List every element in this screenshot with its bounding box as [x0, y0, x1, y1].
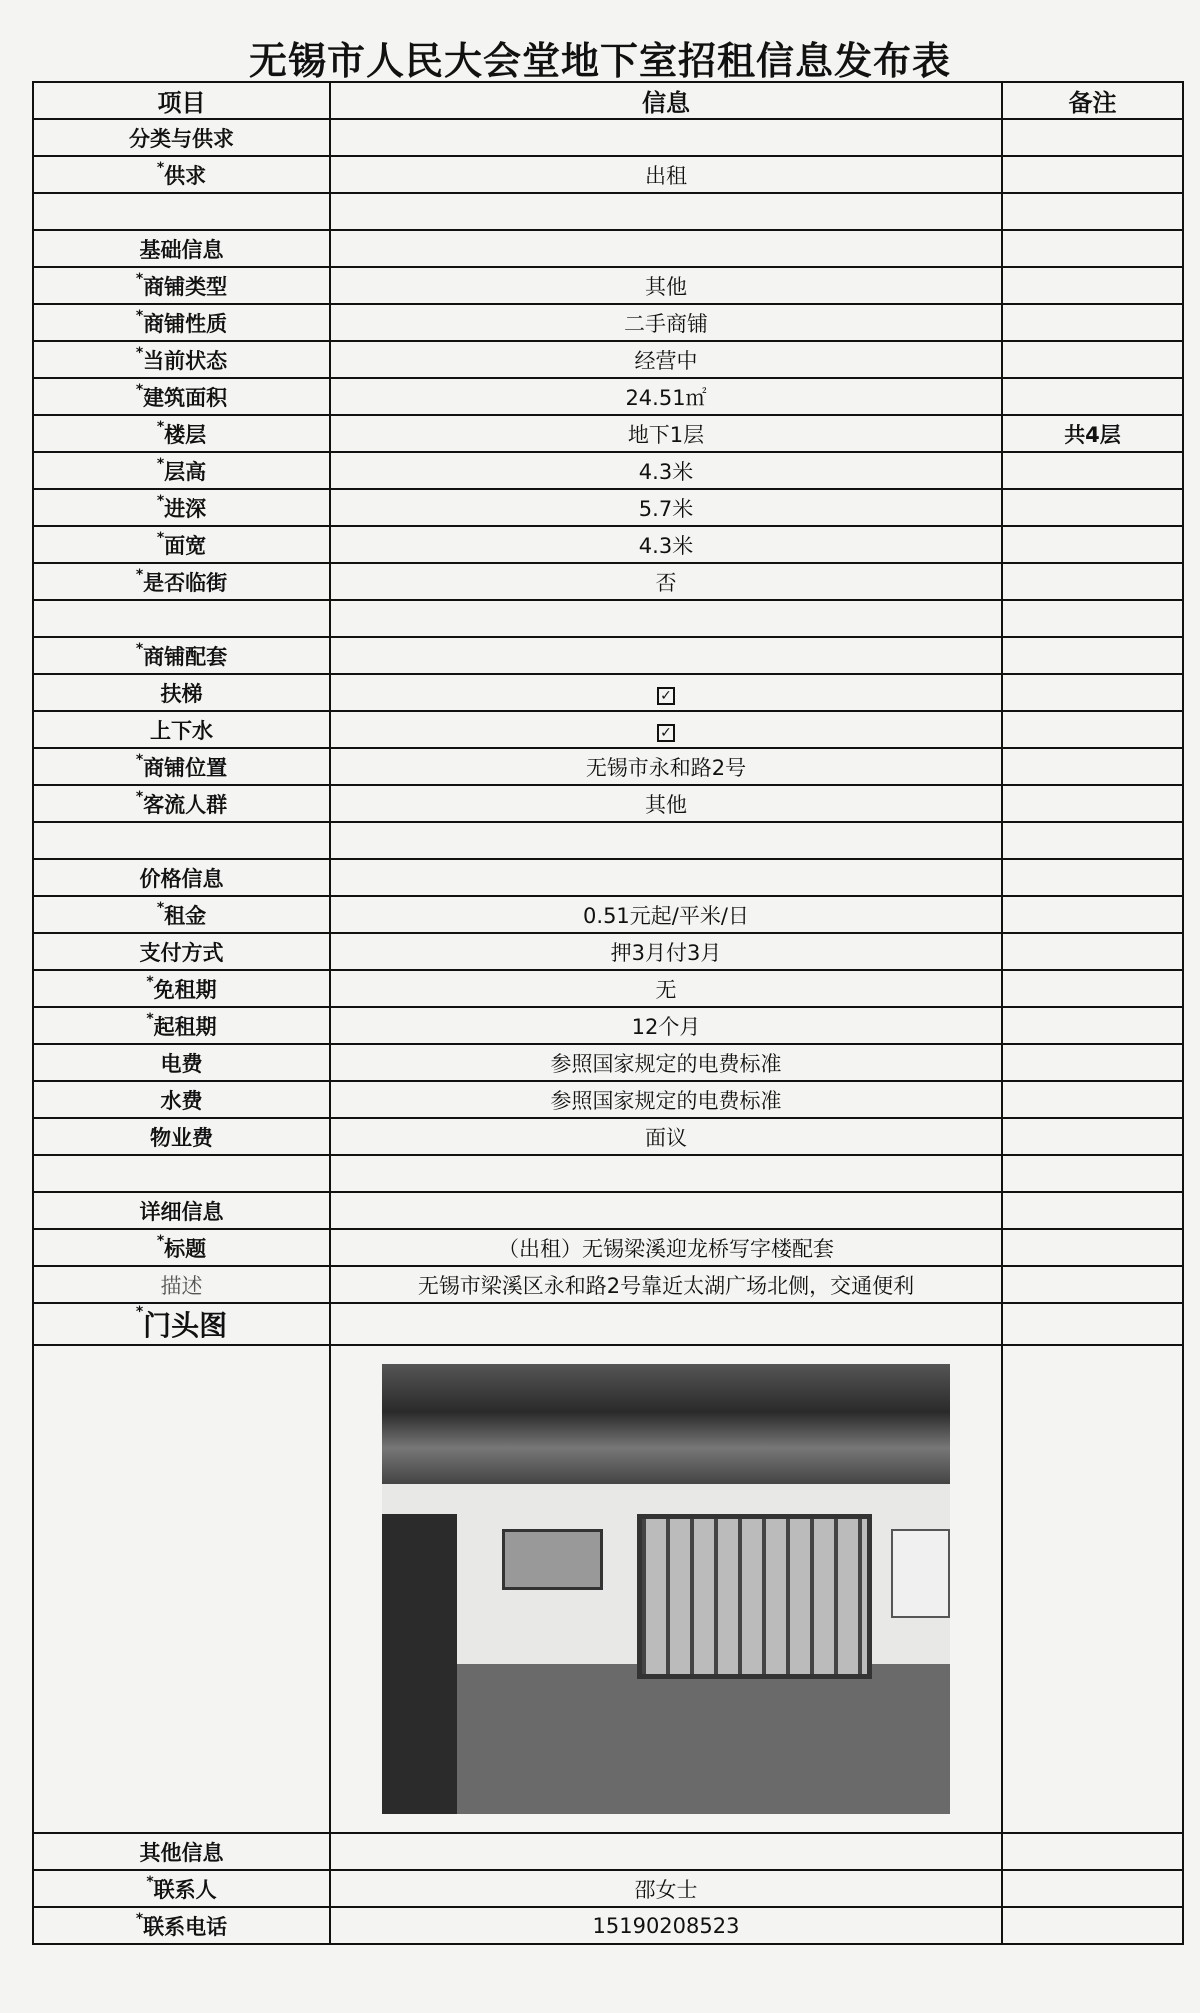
- table-row: [33, 674, 1183, 711]
- row-note-cell: [1002, 859, 1183, 896]
- row-label-cell: [33, 1155, 330, 1192]
- row-label-cell: [33, 452, 330, 489]
- row-value-cell: [330, 452, 1002, 489]
- row-label-cell: [33, 1907, 330, 1944]
- row-value-cell: [330, 119, 1002, 156]
- row-label-cell: [33, 563, 330, 600]
- row-label: 面宽: [164, 533, 207, 558]
- header-note: 备注: [1002, 82, 1183, 119]
- row-value: 否: [655, 570, 677, 595]
- required-mark: *: [156, 418, 165, 435]
- row-value-cell: [330, 1266, 1002, 1303]
- row-label-cell: [33, 1118, 330, 1155]
- row-value-cell: [330, 1007, 1002, 1044]
- row-note-cell: [1002, 378, 1183, 415]
- row-value: 15190208523: [592, 1913, 740, 1938]
- table-row: [33, 1192, 1183, 1229]
- row-value: 4.3米: [638, 459, 694, 484]
- row-label-cell: [33, 304, 330, 341]
- required-mark: *: [135, 751, 144, 768]
- row-value-cell: [330, 1870, 1002, 1907]
- row-value: 12个月: [631, 1014, 701, 1039]
- row-label-cell: [33, 489, 330, 526]
- row-note-cell: [1002, 600, 1183, 637]
- table-row: [33, 1118, 1183, 1155]
- row-label: 商铺位置: [143, 755, 228, 780]
- table-row: [33, 600, 1183, 637]
- row-label-cell: [33, 1081, 330, 1118]
- row-value-cell: [330, 674, 1002, 711]
- row-label: 水费: [160, 1088, 203, 1113]
- row-note-cell: [1002, 304, 1183, 341]
- table-row: [33, 637, 1183, 674]
- row-note-cell: [1002, 674, 1183, 711]
- row-value-cell: [330, 378, 1002, 415]
- table-row: [33, 1155, 1183, 1192]
- row-note-cell: [1002, 1345, 1183, 1833]
- row-label: 客流人群: [143, 792, 228, 817]
- row-note-cell: [1002, 156, 1183, 193]
- row-note-cell: [1002, 748, 1183, 785]
- row-value-cell: [330, 304, 1002, 341]
- storefront-photo: [382, 1364, 950, 1814]
- row-value-cell: [330, 711, 1002, 748]
- row-label: 描述: [160, 1273, 203, 1298]
- required-mark: *: [146, 973, 154, 990]
- table-row: [33, 341, 1183, 378]
- row-label: 标题: [164, 1236, 207, 1261]
- row-note-cell: [1002, 341, 1183, 378]
- row-note-cell: [1002, 1303, 1183, 1345]
- row-label: 免租期: [153, 977, 217, 1002]
- row-label: 租金: [164, 903, 207, 928]
- required-mark: *: [156, 529, 165, 546]
- row-value: 其他: [645, 274, 687, 299]
- row-note-cell: [1002, 1081, 1183, 1118]
- row-label-cell: [33, 1007, 330, 1044]
- row-note-cell: [1002, 970, 1183, 1007]
- table-header-row: [33, 82, 1183, 119]
- row-note-cell: [1002, 822, 1183, 859]
- row-note-cell: [1002, 637, 1183, 674]
- row-label: 详细信息: [139, 1199, 224, 1224]
- storefront-photo-row: [33, 1345, 1183, 1833]
- table-row: [33, 415, 1183, 452]
- row-value-cell: [330, 1907, 1002, 1944]
- row-label: 电费: [160, 1051, 203, 1076]
- row-value-cell: [330, 267, 1002, 304]
- row-label-cell: [33, 970, 330, 1007]
- row-note-cell: [1002, 415, 1183, 452]
- table-row: [33, 970, 1183, 1007]
- row-note-cell: [1002, 933, 1183, 970]
- row-label-cell: [33, 119, 330, 156]
- row-label-cell: [33, 674, 330, 711]
- row-value: 0.51元起/平米/日: [583, 903, 749, 928]
- table-row: [33, 156, 1183, 193]
- required-mark: *: [135, 1910, 144, 1927]
- row-note-cell: [1002, 563, 1183, 600]
- table-row: [33, 304, 1183, 341]
- required-mark: *: [156, 492, 165, 509]
- required-mark: *: [146, 1873, 154, 1890]
- row-label-cell: [33, 637, 330, 674]
- row-label-cell: [33, 822, 330, 859]
- row-note-cell: [1002, 896, 1183, 933]
- row-value-cell: [330, 156, 1002, 193]
- row-value: 其他: [645, 792, 687, 817]
- row-label-cell: [33, 1870, 330, 1907]
- row-value: 押3月付3月: [610, 940, 722, 965]
- table-row: [33, 896, 1183, 933]
- table-row: [33, 1044, 1183, 1081]
- row-label-cell: [33, 341, 330, 378]
- checkbox-checked-icon: ✓: [657, 687, 675, 705]
- row-label: 商铺性质: [143, 311, 228, 336]
- row-value-cell: [330, 1303, 1002, 1345]
- row-label-cell: [33, 748, 330, 785]
- row-note-cell: [1002, 1192, 1183, 1229]
- row-value-cell: [330, 748, 1002, 785]
- row-label: 起租期: [153, 1014, 217, 1039]
- row-note-cell: [1002, 1266, 1183, 1303]
- table-row: [33, 119, 1183, 156]
- row-value-cell: [330, 859, 1002, 896]
- row-note-cell: [1002, 785, 1183, 822]
- table-row: [33, 563, 1183, 600]
- row-label-cell: [33, 1044, 330, 1081]
- row-label-cell: [33, 378, 330, 415]
- row-value: 24.51㎡: [625, 385, 707, 410]
- row-label: 支付方式: [139, 940, 224, 965]
- row-note-cell: [1002, 230, 1183, 267]
- row-note-cell: [1002, 1155, 1183, 1192]
- row-value: 邵女士: [634, 1877, 698, 1902]
- row-note-cell: [1002, 193, 1183, 230]
- row-value: 面议: [645, 1125, 687, 1150]
- row-label-cell: [33, 896, 330, 933]
- required-mark: *: [135, 381, 144, 398]
- row-label-cell: [33, 1266, 330, 1303]
- required-mark: *: [156, 159, 165, 176]
- required-mark: *: [135, 270, 144, 287]
- row-value: 无: [655, 977, 677, 1002]
- row-label: 分类与供求: [129, 126, 234, 151]
- row-value: 二手商铺: [624, 311, 708, 336]
- row-note-cell: [1002, 119, 1183, 156]
- row-note-cell: [1002, 267, 1183, 304]
- table-row: [33, 1870, 1183, 1907]
- row-label: 扶梯: [160, 681, 203, 706]
- row-value-cell: [330, 193, 1002, 230]
- table-row: [33, 1081, 1183, 1118]
- required-mark: *: [135, 344, 144, 361]
- row-label: 上下水: [150, 718, 213, 743]
- rental-info-table: [32, 81, 1184, 1945]
- row-label-cell: [33, 1229, 330, 1266]
- checkbox-checked-icon: ✓: [657, 724, 675, 742]
- row-value: 无锡市永和路2号: [585, 755, 747, 780]
- row-value: 无锡市梁溪区永和路2号靠近太湖广场北侧，交通便利: [417, 1273, 915, 1298]
- row-value-cell: [330, 1345, 1002, 1833]
- required-mark: *: [156, 1232, 165, 1249]
- required-mark: *: [156, 899, 165, 916]
- row-label: 层高: [164, 459, 207, 484]
- row-note-cell: [1002, 1833, 1183, 1870]
- row-label: 供求: [164, 163, 207, 188]
- row-label-cell: [33, 193, 330, 230]
- header-item: 项目: [33, 82, 330, 119]
- table-row: [33, 822, 1183, 859]
- row-label-cell: [33, 230, 330, 267]
- row-label: 门头图: [143, 1309, 228, 1342]
- table-row: [33, 452, 1183, 489]
- row-label: 建筑面积: [143, 385, 228, 410]
- row-value-cell: [330, 230, 1002, 267]
- table-row: [33, 859, 1183, 896]
- table-row: [33, 230, 1183, 267]
- row-note-cell: [1002, 1118, 1183, 1155]
- required-mark: *: [135, 640, 144, 657]
- row-label-cell: [33, 1303, 330, 1345]
- row-value-cell: [330, 489, 1002, 526]
- row-label-cell: [33, 267, 330, 304]
- row-label: 价格信息: [139, 866, 224, 891]
- row-value-cell: [330, 933, 1002, 970]
- row-value-cell: [330, 637, 1002, 674]
- row-value: （出租）无锡梁溪迎龙桥写字楼配套: [498, 1236, 834, 1261]
- row-label-cell: [33, 156, 330, 193]
- row-value-cell: [330, 526, 1002, 563]
- row-value-cell: [330, 785, 1002, 822]
- row-note-cell: [1002, 526, 1183, 563]
- table-row: [33, 1007, 1183, 1044]
- row-label-cell: [33, 711, 330, 748]
- row-value-cell: [330, 1155, 1002, 1192]
- row-note: 共4层: [1064, 422, 1121, 447]
- row-label: 商铺配套: [143, 644, 228, 669]
- row-value-cell: [330, 896, 1002, 933]
- row-label-cell: [33, 785, 330, 822]
- table-row: [33, 1229, 1183, 1266]
- row-label: 联系电话: [143, 1914, 228, 1939]
- row-note-cell: [1002, 1044, 1183, 1081]
- row-value-cell: [330, 1081, 1002, 1118]
- required-mark: *: [135, 788, 144, 805]
- row-note-cell: [1002, 1229, 1183, 1266]
- row-value: 经营中: [634, 348, 698, 373]
- header-info: 信息: [330, 82, 1002, 119]
- required-mark: *: [135, 1304, 144, 1320]
- row-label: 物业费: [150, 1125, 213, 1150]
- row-value-cell: [330, 1192, 1002, 1229]
- table-row: [33, 193, 1183, 230]
- row-value: 参照国家规定的电费标准: [550, 1088, 782, 1113]
- row-value-cell: [330, 563, 1002, 600]
- row-value-cell: [330, 600, 1002, 637]
- row-value: 出租: [645, 163, 687, 188]
- row-label: 联系人: [153, 1877, 217, 1902]
- row-label: 楼层: [164, 422, 207, 447]
- row-label-cell: [33, 415, 330, 452]
- row-note-cell: [1002, 1870, 1183, 1907]
- table-row: [33, 785, 1183, 822]
- row-label-cell: [33, 1345, 330, 1833]
- row-label-cell: [33, 526, 330, 563]
- row-value: 4.3米: [638, 533, 694, 558]
- required-mark: *: [135, 566, 144, 583]
- table-row: [33, 526, 1183, 563]
- row-label: 其他信息: [139, 1840, 224, 1865]
- row-label-cell: [33, 933, 330, 970]
- row-value: 参照国家规定的电费标准: [550, 1051, 782, 1076]
- table-row: [33, 748, 1183, 785]
- row-label: 当前状态: [143, 348, 228, 373]
- required-mark: *: [135, 307, 144, 324]
- table-row: [33, 1303, 1183, 1345]
- row-value-cell: [330, 1044, 1002, 1081]
- table-row: [33, 1907, 1183, 1944]
- table-row: [33, 1266, 1183, 1303]
- row-label-cell: [33, 600, 330, 637]
- row-label: 商铺类型: [143, 274, 228, 299]
- row-value: 地下1层: [627, 422, 705, 447]
- row-value-cell: [330, 822, 1002, 859]
- row-label-cell: [33, 1833, 330, 1870]
- table-row: [33, 933, 1183, 970]
- row-label: 是否临街: [143, 570, 228, 595]
- row-label-cell: [33, 1192, 330, 1229]
- table-row: [33, 267, 1183, 304]
- row-value-cell: [330, 970, 1002, 1007]
- row-value-cell: [330, 1229, 1002, 1266]
- row-note-cell: [1002, 1007, 1183, 1044]
- row-value-cell: [330, 341, 1002, 378]
- row-label: 基础信息: [139, 237, 224, 262]
- row-note-cell: [1002, 711, 1183, 748]
- row-value: 5.7米: [638, 496, 694, 521]
- page-title: 无锡市人民大会堂地下室招租信息发布表: [248, 39, 951, 83]
- row-label: 进深: [164, 496, 207, 521]
- table-row: [33, 489, 1183, 526]
- table-row: [33, 711, 1183, 748]
- row-note-cell: [1002, 1907, 1183, 1944]
- row-value-cell: [330, 415, 1002, 452]
- row-note-cell: [1002, 489, 1183, 526]
- required-mark: *: [156, 455, 165, 472]
- row-value-cell: [330, 1118, 1002, 1155]
- row-label-cell: [33, 859, 330, 896]
- row-note-cell: [1002, 452, 1183, 489]
- table-row: [33, 378, 1183, 415]
- required-mark: *: [146, 1010, 154, 1027]
- row-value-cell: [330, 1833, 1002, 1870]
- table-row: [33, 1833, 1183, 1870]
